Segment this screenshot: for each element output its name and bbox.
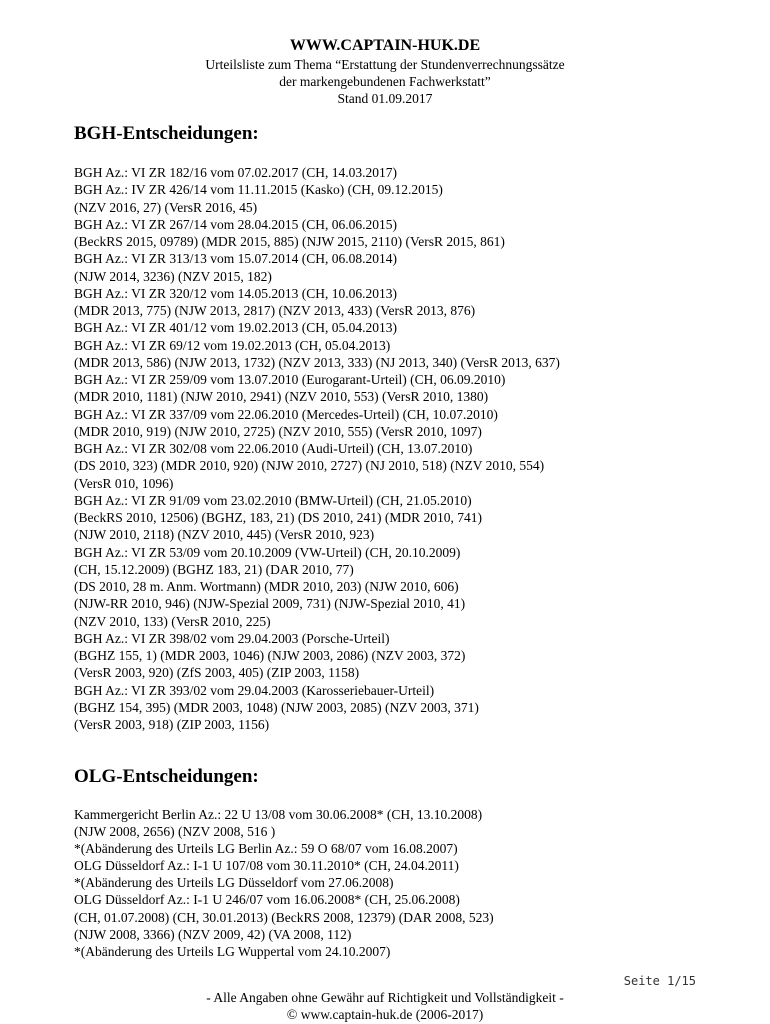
bgh-entry-line: (VersR 2003, 918) (ZIP 2003, 1156) (74, 717, 270, 732)
bgh-entry-line: BGH Az.: VI ZR 91/09 vom 23.02.2010 (BMW-Urteil) (CH, 21.05.2010) (74, 492, 472, 508)
olg-entry-line: (NJW 2008, 3366) (NZV 2009, 42) (VA 2008, 112) (74, 926, 352, 942)
page-number: Seite 1/15 (623, 974, 696, 988)
bgh-entry-line: BGH Az.: VI ZR 398/02 vom 29.04.2003 (Porsche-Urteil) (74, 630, 390, 646)
site-title: WWW.CAPTAIN-HUK.DE (289, 37, 481, 54)
bgh-entry-line: (MDR 2010, 919) (NJW 2010, 2725) (NZV 2010, 555) (VersR 2010, 1097) (74, 423, 482, 439)
footer-disclaimer: - Alle Angaben ohne Gewähr auf Richtigkeit und Vollständigkeit - (206, 990, 564, 1005)
bgh-entry-line: BGH Az.: VI ZR 53/09 vom 20.10.2009 (VW-Urteil) (CH, 20.10.2009) (74, 544, 461, 560)
page-footer (0, 989, 770, 1024)
copyright-icon: © (286, 1008, 298, 1023)
bgh-entry-line: BGH Az.: VI ZR 267/14 vom 28.04.2015 (CH, 06.06.2015) (74, 216, 397, 232)
subtitle-line-1: Urteilsliste zum Thema “Erstattung der Stundenverrechnungssätze (205, 57, 565, 72)
bgh-entry-line: (MDR 2013, 775) (NJW 2013, 2817) (NZV 2013, 433) (VersR 2013, 876) (74, 303, 476, 318)
bgh-entry-line: (BeckRS 2010, 12506) (BGHZ, 183, 21) (DS 2010, 241) (MDR 2010, 741) (74, 510, 482, 525)
olg-entry-line: OLG Düsseldorf Az.: I-1 U 246/07 vom 16.06.2008* (CH, 25.06.2008) (74, 892, 460, 908)
bgh-entry-line: (NZV 2016, 27) (VersR 2016, 45) (74, 199, 258, 215)
bgh-entry-line: (DS 2010, 28 m. Anm. Wortmann) (MDR 2010, 203) (NJW 2010, 606) (74, 579, 459, 594)
olg-entry-line: Kammergericht Berlin Az.: 22 U 13/08 vom 30.06.2008* (CH, 13.10.2008) (74, 807, 483, 822)
olg-entry-line: *(Abänderung des Urteils LG Wuppertal vom 24.10.2007) (74, 943, 391, 959)
footer-copyright (0, 1006, 770, 1024)
olg-entry-line: *(Abänderung des Urteils LG Berlin Az.: 59 O 68/07 vom 16.08.2007) (74, 841, 458, 857)
olg-section-heading: OLG-Entscheidungen: (74, 766, 259, 787)
bgh-entry-line: (NJW 2014, 3236) (NZV 2015, 182) (74, 268, 272, 284)
bgh-entry-line: BGH Az.: IV ZR 426/14 vom 11.11.2015 (Kasko) (CH, 09.12.2015) (74, 182, 443, 198)
bgh-entry-line: BGH Az.: VI ZR 69/12 vom 19.02.2013 (CH, 05.04.2013) (74, 337, 391, 353)
bgh-entry-line: BGH Az.: VI ZR 401/12 vom 19.02.2013 (CH, 05.04.2013) (74, 320, 397, 336)
olg-entry-line: (CH, 01.07.2008) (CH, 30.01.2013) (BeckRS 2008, 12379) (DAR 2008, 523) (74, 909, 494, 925)
bgh-entry-line: BGH Az.: VI ZR 302/08 vom 22.06.2010 (Audi-Urteil) (CH, 13.07.2010) (74, 441, 473, 456)
bgh-entry-line: (BeckRS 2015, 09789) (MDR 2015, 885) (NJW 2015, 2110) (VersR 2015, 861) (74, 234, 505, 249)
olg-entry-line: *(Abänderung des Urteils LG Düsseldorf vom 27.06.2008) (74, 875, 394, 891)
bgh-entry-line: (CH, 15.12.2009) (BGHZ 183, 21) (DAR 2010, 77) (74, 561, 354, 577)
bgh-entry-line: (NJW 2010, 2118) (NZV 2010, 445) (VersR 2010, 923) (74, 527, 375, 543)
bgh-entry-line: (MDR 2010, 1181) (NJW 2010, 2941) (NZV 2010, 553) (VersR 2010, 1380) (74, 389, 489, 405)
olg-decision-list (74, 806, 754, 960)
bgh-entry-line: (VersR 010, 1096) (74, 475, 174, 491)
footer-copyright-text: www.captain-huk.de (2006-2017) (297, 1007, 484, 1022)
bgh-entry-line: BGH Az.: VI ZR 393/02 vom 29.04.2003 (Karosseriebauer-Urteil) (74, 682, 435, 698)
subtitle-date: Stand 01.09.2017 (337, 91, 433, 106)
bgh-section-heading: BGH-Entscheidungen: (74, 123, 259, 144)
bgh-decision-list (74, 164, 754, 733)
bgh-entry-line: BGH Az.: VI ZR 313/13 vom 15.07.2014 (CH, 06.08.2014) (74, 251, 397, 267)
bgh-entry-line: (MDR 2013, 586) (NJW 2013, 1732) (NZV 2013, 333) (NJ 2013, 340) (VersR 2013, 637) (74, 354, 560, 370)
bgh-entry-line: (NZV 2010, 133) (VersR 2010, 225) (74, 613, 271, 629)
bgh-entry-line: BGH Az.: VI ZR 182/16 vom 07.02.2017 (CH, 14.03.2017) (74, 165, 397, 180)
bgh-entry-line: BGH Az.: VI ZR 259/09 vom 13.07.2010 (Eurogarant-Urteil) (CH, 06.09.2010) (74, 372, 506, 387)
bgh-entry-line: (NJW-RR 2010, 946) (NJW-Spezial 2009, 731) (NJW-Spezial 2010, 41) (74, 596, 466, 612)
olg-entry-line: OLG Düsseldorf Az.: I-1 U 107/08 vom 30.11.2010* (CH, 24.04.2011) (74, 858, 459, 874)
bgh-entry-line: BGH Az.: VI ZR 337/09 vom 22.06.2010 (Mercedes-Urteil) (CH, 10.07.2010) (74, 406, 498, 422)
bgh-entry-line: (DS 2010, 323) (MDR 2010, 920) (NJW 2010, 2727) (NJ 2010, 518) (NZV 2010, 554) (74, 458, 545, 474)
bgh-entry-line: BGH Az.: VI ZR 320/12 vom 14.05.2013 (CH, 10.06.2013) (74, 285, 397, 301)
bgh-entry-line: (BGHZ 155, 1) (MDR 2003, 1046) (NJW 2003, 2086) (NZV 2003, 372) (74, 648, 466, 663)
document-header (0, 36, 770, 107)
olg-entry-line: (NJW 2008, 2656) (NZV 2008, 516 ) (74, 824, 276, 840)
subtitle-line-2: der markengebundenen Fachwerkstatt” (279, 74, 491, 89)
bgh-entry-line: (BGHZ 154, 395) (MDR 2003, 1048) (NJW 2003, 2085) (NZV 2003, 371) (74, 699, 479, 715)
bgh-entry-line: (VersR 2003, 920) (ZfS 2003, 405) (ZIP 2003, 1158) (74, 665, 360, 681)
